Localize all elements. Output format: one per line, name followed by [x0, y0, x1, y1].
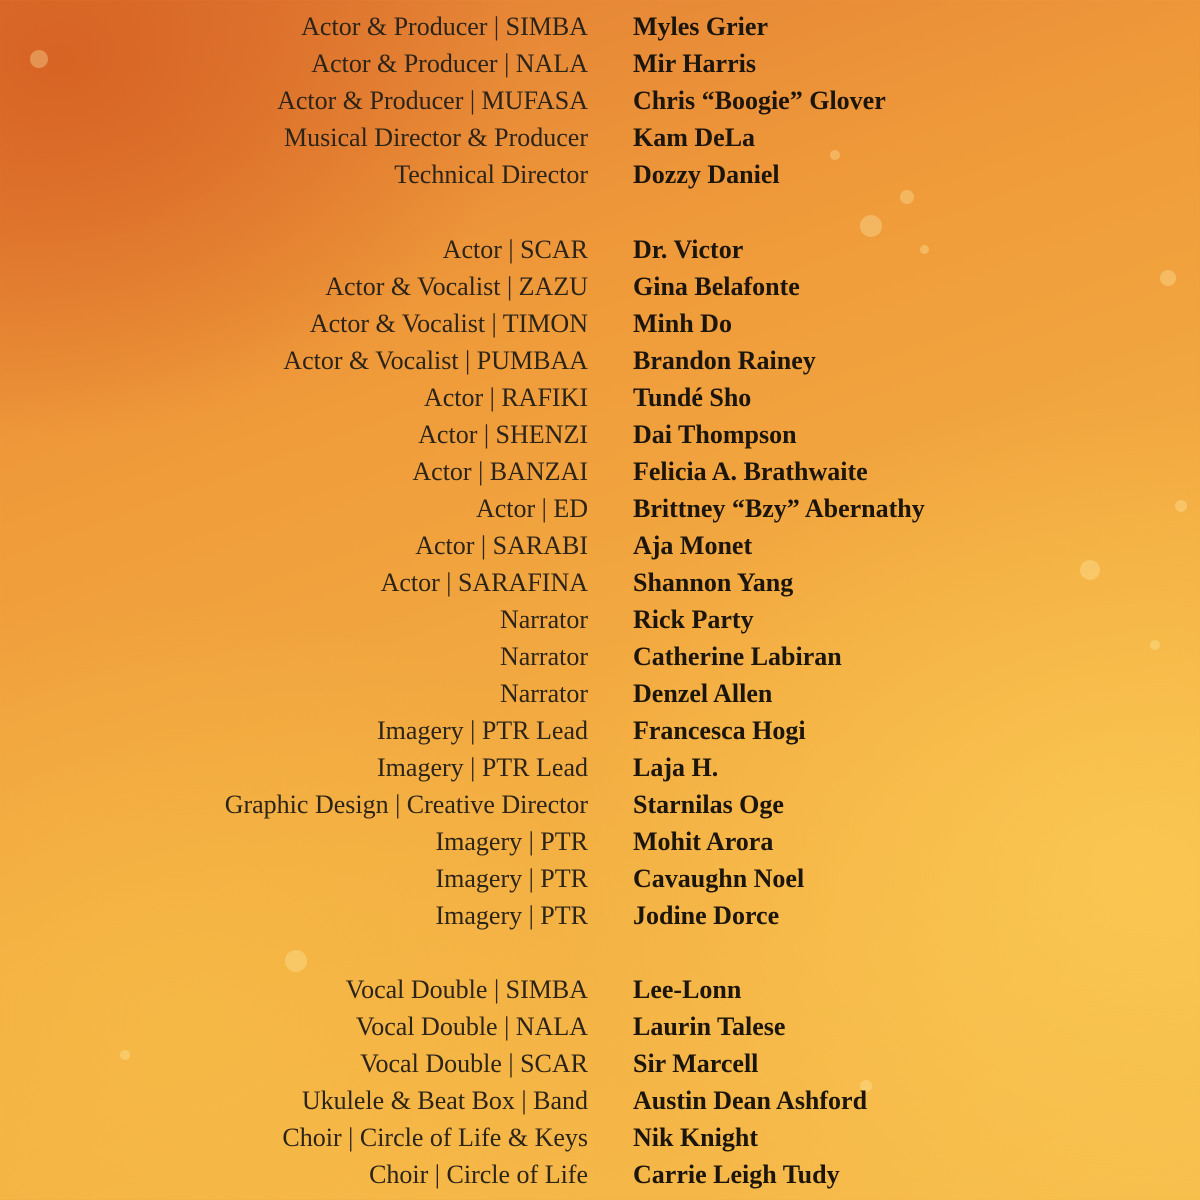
credit-row — [0, 268, 1200, 305]
credit-row — [0, 45, 1200, 82]
credit-name: Dai Thompson — [633, 420, 797, 449]
credit-name: Felicia A. Brathwaite — [633, 457, 868, 486]
credit-row — [0, 8, 1200, 45]
credit-name: Dozzy Daniel — [633, 160, 780, 189]
credit-role: Actor & Producer | SIMBA — [301, 12, 588, 41]
credit-role: Narrator — [499, 642, 588, 671]
credit-name: Aja Monet — [633, 531, 753, 560]
credit-name: Cavaughn Noel — [633, 864, 805, 893]
credit-role: Actor | ED — [475, 494, 588, 523]
credit-name: Starnilas Oge — [633, 790, 784, 819]
credit-row — [0, 490, 1200, 527]
credit-role: Actor | RAFIKI — [423, 383, 588, 412]
credit-role: Vocal Double | SCAR — [360, 1049, 588, 1078]
credit-role: Actor & Producer | NALA — [311, 49, 588, 78]
credit-row — [0, 971, 1200, 1008]
credit-role: Imagery | PTR Lead — [377, 753, 588, 782]
credit-name: Rick Party — [633, 605, 754, 634]
credit-name: Minh Do — [633, 309, 732, 338]
credit-name: Carrie Leigh Tudy — [633, 1160, 840, 1189]
credit-role: Actor & Vocalist | PUMBAA — [283, 346, 588, 375]
credit-row — [0, 305, 1200, 342]
credit-row — [0, 231, 1200, 268]
credit-role: Choir | Circle of Life & Keys — [282, 1123, 588, 1152]
credit-row — [0, 453, 1200, 490]
credit-name: Francesca Hogi — [633, 716, 806, 745]
credit-row — [0, 823, 1200, 860]
credit-role: Actor & Vocalist | TIMON — [309, 309, 588, 338]
credit-row — [0, 156, 1200, 193]
credit-name: Denzel Allen — [633, 679, 773, 708]
credit-name: Catherine Labiran — [633, 642, 842, 671]
credit-role: Actor | SARAFINA — [380, 568, 588, 597]
credit-row — [0, 416, 1200, 453]
credit-name: Lee-Lonn — [633, 975, 742, 1004]
credit-name: Shannon Yang — [633, 568, 794, 597]
credit-row — [0, 379, 1200, 416]
credit-row — [0, 712, 1200, 749]
credit-row — [0, 638, 1200, 675]
credit-name: Myles Grier — [633, 12, 768, 41]
credit-name: Tundé Sho — [633, 383, 752, 412]
credit-role: Actor | SHENZI — [418, 420, 588, 449]
credit-role: Imagery | PTR — [435, 827, 588, 856]
credit-role: Choir | Circle of Life — [369, 1160, 588, 1189]
credit-role: Vocal Double | SIMBA — [345, 975, 588, 1004]
credit-row — [0, 1082, 1200, 1119]
credit-row — [0, 527, 1200, 564]
credit-role: Technical Director — [394, 160, 588, 189]
credit-row — [0, 749, 1200, 786]
credit-role: Imagery | PTR — [435, 901, 588, 930]
credit-name: Laja H. — [633, 753, 719, 782]
credit-row — [0, 1008, 1200, 1045]
credit-row — [0, 675, 1200, 712]
credit-role: Actor | SCAR — [442, 235, 588, 264]
credit-role: Actor | BANZAI — [412, 457, 588, 486]
credit-role: Vocal Double | NALA — [355, 1012, 588, 1041]
credit-row — [0, 1119, 1200, 1156]
credit-role: Graphic Design | Creative Director — [224, 790, 588, 819]
credit-row — [0, 119, 1200, 156]
credit-name: Kam DeLa — [633, 123, 756, 152]
credit-name: Austin Dean Ashford — [633, 1086, 868, 1115]
credit-name: Brittney “Bzy” Abernathy — [633, 494, 925, 523]
credit-row — [0, 1156, 1200, 1193]
credit-name: Chris “Boogie” Glover — [633, 86, 886, 115]
credit-role: Narrator — [499, 605, 588, 634]
credit-row — [0, 1045, 1200, 1082]
credit-row — [0, 82, 1200, 119]
credit-name: Jodine Dorce — [633, 901, 780, 930]
credit-role: Actor & Vocalist | ZAZU — [325, 272, 588, 301]
credit-row — [0, 342, 1200, 379]
credit-role: Ukulele & Beat Box | Band — [301, 1086, 588, 1115]
credit-role: Actor & Producer | MUFASA — [277, 86, 588, 115]
credit-role: Actor | SARABI — [415, 531, 588, 560]
credit-name: Nik Knight — [633, 1123, 758, 1152]
credit-name: Laurin Talese — [633, 1012, 786, 1041]
credit-row — [0, 564, 1200, 601]
credit-name: Gina Belafonte — [633, 272, 800, 301]
credit-name: Mir Harris — [633, 49, 756, 78]
credit-row — [0, 786, 1200, 823]
credit-name: Mohit Arora — [633, 827, 774, 856]
credit-row — [0, 860, 1200, 897]
credit-role: Imagery | PTR — [435, 864, 588, 893]
credit-row — [0, 601, 1200, 638]
credit-role: Narrator — [499, 679, 588, 708]
credit-row — [0, 897, 1200, 934]
credit-role: Imagery | PTR Lead — [377, 716, 588, 745]
credit-role: Musical Director & Producer — [284, 123, 588, 152]
credit-name: Sir Marcell — [633, 1049, 759, 1078]
credit-name: Dr. Victor — [633, 235, 744, 264]
credit-name: Brandon Rainey — [633, 346, 816, 375]
